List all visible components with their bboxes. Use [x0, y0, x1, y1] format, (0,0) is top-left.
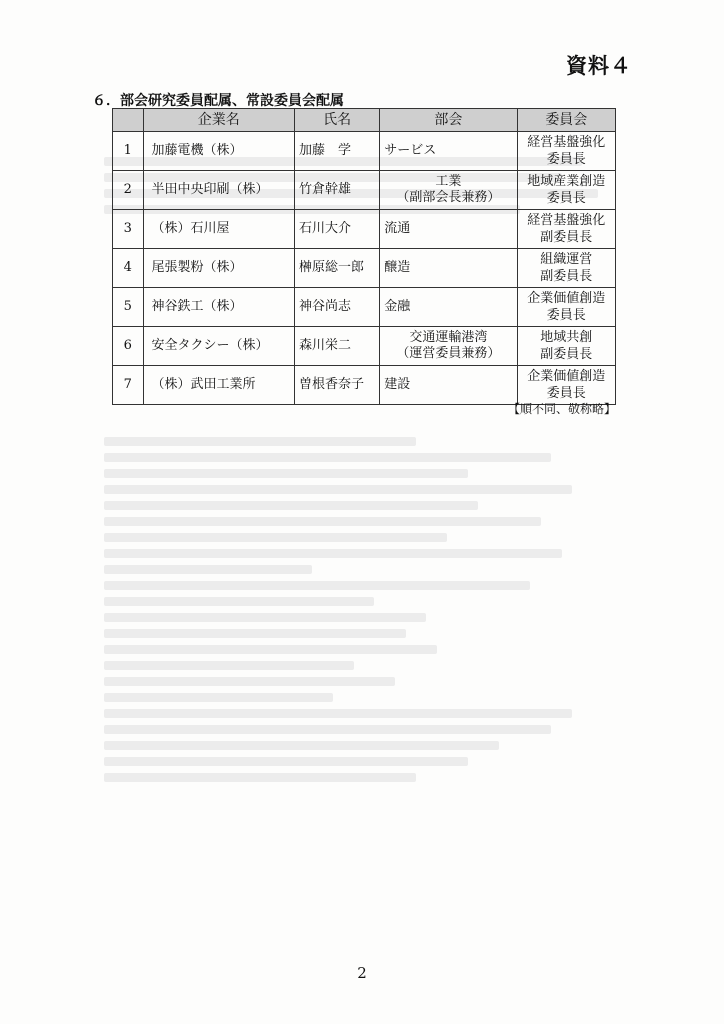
committee-position: 副委員長: [540, 347, 593, 362]
table-row: [113, 132, 616, 171]
table-footnote: 【順不同、敬称略】: [507, 402, 616, 416]
show-through-text: [104, 430, 624, 788]
committee-name: 組織運営: [540, 252, 593, 267]
company-name: 尾張製粉（株）: [143, 249, 294, 288]
division-cell: [380, 249, 517, 288]
division-line: 工業: [435, 174, 462, 189]
division-cell: [380, 366, 517, 405]
table-row: [113, 327, 616, 366]
company-name: 半田中央印刷（株）: [143, 171, 294, 210]
header-committee: 委員会: [517, 109, 615, 132]
division-line: 流通: [384, 221, 411, 236]
committee-cell: [517, 171, 615, 210]
header-division: 部会: [380, 109, 517, 132]
row-number: 5: [113, 288, 144, 327]
company-name: 加藤電機（株）: [143, 132, 294, 171]
committee-position: 副委員長: [540, 269, 593, 284]
person-name: 森川栄二: [295, 327, 380, 366]
division-line: 醸造: [384, 260, 411, 275]
page-number: 2: [357, 964, 367, 982]
table-row: [113, 288, 616, 327]
row-number: 1: [113, 132, 144, 171]
person-name: 榊原総一郎: [295, 249, 380, 288]
row-number: 2: [113, 171, 144, 210]
person-name: 石川大介: [295, 210, 380, 249]
division-cell: [380, 210, 517, 249]
header-person: 氏名: [295, 109, 380, 132]
committee-cell: [517, 132, 615, 171]
committee-cell: [517, 366, 615, 405]
header-number: [113, 109, 144, 132]
row-number: 7: [113, 366, 144, 405]
division-cell: [380, 327, 517, 366]
committee-name: 企業価値創造: [527, 369, 606, 384]
section-heading: ６．部会研究委員配属、常設委員会配属: [92, 93, 344, 109]
division-cell: [380, 288, 517, 327]
company-name: 安全タクシー（株）: [143, 327, 294, 366]
person-name: 加藤 学: [295, 132, 380, 171]
committee-position: 委員長: [546, 386, 586, 401]
committee-position: 委員長: [546, 308, 586, 323]
division-line: サービス: [384, 143, 437, 158]
committee-cell: [517, 210, 615, 249]
division-line: 金融: [384, 299, 411, 314]
person-name: 神谷尚志: [295, 288, 380, 327]
division-cell: [380, 171, 517, 210]
table-header-row: [113, 109, 616, 132]
row-number: 3: [113, 210, 144, 249]
committee-name: 企業価値創造: [527, 291, 606, 306]
committee-position: 委員長: [546, 191, 586, 206]
table-row: [113, 366, 616, 405]
division-line: 建設: [384, 377, 411, 392]
committee-name: 地域産業創造: [527, 174, 606, 189]
company-name: （株）石川屋: [143, 210, 294, 249]
division-cell: [380, 132, 517, 171]
company-name: （株）武田工業所: [143, 366, 294, 405]
header-company: 企業名: [143, 109, 294, 132]
row-number: 4: [113, 249, 144, 288]
committee-cell: [517, 288, 615, 327]
committee-position: 委員長: [546, 152, 586, 167]
company-name: 神谷鉄工（株）: [143, 288, 294, 327]
row-number: 6: [113, 327, 144, 366]
committee-table: [112, 108, 616, 405]
table-row: [113, 171, 616, 210]
committee-cell: [517, 327, 615, 366]
person-name: 竹倉幹雄: [295, 171, 380, 210]
committee-position: 副委員長: [540, 230, 593, 245]
committee-cell: [517, 249, 615, 288]
division-line: 交通運輸港湾: [409, 330, 488, 345]
committee-name: 地域共創: [540, 330, 593, 345]
document-label: 資料４: [566, 54, 632, 78]
division-note: （運営委員兼務）: [396, 346, 501, 361]
person-name: 曽根香奈子: [295, 366, 380, 405]
table-row: [113, 249, 616, 288]
committee-name: 経営基盤強化: [527, 213, 606, 228]
committee-name: 経営基盤強化: [527, 135, 606, 150]
table-row: [113, 210, 616, 249]
division-note: （副部会長兼務）: [396, 190, 501, 205]
